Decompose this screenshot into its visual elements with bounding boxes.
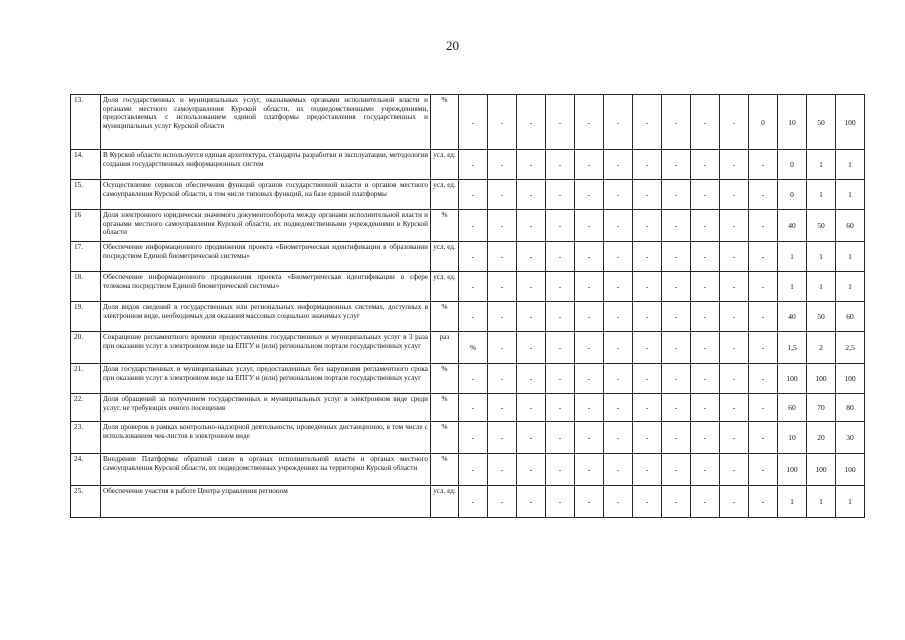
indicator-description-cell: Доля государственных и муниципальных услуг, оказываемых органами исполнительной власти и органами местного самоуправления Курской области, их подведомственными учреждениями, предоставляемых с использованием единой платформы предоставления государственных и муниципальных услуг Курской области bbox=[101, 95, 431, 150]
value-cell: - bbox=[488, 486, 517, 518]
value-cell: 1 bbox=[778, 242, 807, 272]
value-cell: - bbox=[546, 210, 575, 242]
value-cell: - bbox=[575, 150, 604, 180]
value-cell: - bbox=[662, 394, 691, 422]
value-cell: - bbox=[749, 180, 778, 210]
table-row bbox=[71, 150, 865, 180]
value-cell: - bbox=[546, 180, 575, 210]
value-cell: 100 bbox=[807, 454, 836, 486]
row-number-cell: 14. bbox=[71, 150, 101, 180]
value-cell: - bbox=[546, 302, 575, 332]
value-cell: - bbox=[604, 332, 633, 364]
value-cell: - bbox=[546, 95, 575, 150]
value-cell: - bbox=[604, 180, 633, 210]
value-cell: - bbox=[459, 422, 488, 454]
value-cell: 40 bbox=[778, 302, 807, 332]
value-cell: - bbox=[749, 486, 778, 518]
value-cell: - bbox=[691, 332, 720, 364]
value-cell: - bbox=[720, 454, 749, 486]
value-cell: - bbox=[604, 272, 633, 302]
value-cell: - bbox=[691, 364, 720, 394]
value-cell: - bbox=[488, 210, 517, 242]
value-cell: 60 bbox=[778, 394, 807, 422]
value-cell: - bbox=[459, 150, 488, 180]
value-cell: - bbox=[575, 210, 604, 242]
table-row bbox=[71, 454, 865, 486]
value-cell: 0 bbox=[778, 150, 807, 180]
value-cell: 60 bbox=[836, 302, 865, 332]
value-cell: - bbox=[633, 150, 662, 180]
value-cell: - bbox=[691, 454, 720, 486]
value-cell: 100 bbox=[778, 364, 807, 394]
value-cell: - bbox=[546, 242, 575, 272]
indicator-description-cell: Доля электронного юридически значимого документооборота между органами исполнительной власти и органами местного самоуправления Курской области, их подведомственными учреждениями в Курской области bbox=[101, 210, 431, 242]
table-row bbox=[71, 180, 865, 210]
value-cell: - bbox=[459, 486, 488, 518]
unit-cell: усл. ед. bbox=[431, 272, 459, 302]
value-cell: 60 bbox=[836, 210, 865, 242]
value-cell: - bbox=[662, 302, 691, 332]
value-cell: - bbox=[488, 242, 517, 272]
value-cell: - bbox=[575, 180, 604, 210]
table-row bbox=[71, 272, 865, 302]
value-cell: 1 bbox=[807, 486, 836, 518]
value-cell: - bbox=[459, 272, 488, 302]
unit-cell: усл. ед. bbox=[431, 242, 459, 272]
row-number-cell: 13. bbox=[71, 95, 101, 150]
value-cell: 50 bbox=[807, 95, 836, 150]
row-number-cell: 22. bbox=[71, 394, 101, 422]
value-cell: - bbox=[720, 394, 749, 422]
value-cell: - bbox=[662, 332, 691, 364]
value-cell: - bbox=[691, 210, 720, 242]
value-cell: - bbox=[749, 272, 778, 302]
value-cell: - bbox=[749, 150, 778, 180]
value-cell: - bbox=[459, 242, 488, 272]
value-cell: - bbox=[662, 95, 691, 150]
value-cell: - bbox=[720, 95, 749, 150]
value-cell: 0 bbox=[778, 180, 807, 210]
value-cell: 50 bbox=[807, 210, 836, 242]
value-cell: - bbox=[488, 180, 517, 210]
value-cell: - bbox=[749, 364, 778, 394]
value-cell: - bbox=[488, 150, 517, 180]
value-cell: - bbox=[488, 394, 517, 422]
value-cell: 70 bbox=[807, 394, 836, 422]
value-cell: - bbox=[633, 454, 662, 486]
value-cell: 100 bbox=[778, 454, 807, 486]
value-cell: - bbox=[488, 332, 517, 364]
value-cell: - bbox=[546, 150, 575, 180]
value-cell: - bbox=[749, 302, 778, 332]
value-cell: - bbox=[575, 95, 604, 150]
table-row bbox=[71, 394, 865, 422]
value-cell: - bbox=[546, 486, 575, 518]
value-cell: - bbox=[749, 242, 778, 272]
row-number-cell: 24. bbox=[71, 454, 101, 486]
value-cell: 1 bbox=[778, 486, 807, 518]
value-cell: 10 bbox=[778, 95, 807, 150]
value-cell: - bbox=[604, 454, 633, 486]
value-cell: - bbox=[517, 150, 546, 180]
indicator-description-cell: Доля обращений за получением государственных и муниципальных услуг в электронном виде среди услуг, не требующих очного посещения bbox=[101, 394, 431, 422]
value-cell: 1 bbox=[807, 150, 836, 180]
unit-cell: усл. ед. bbox=[431, 150, 459, 180]
value-cell: - bbox=[459, 364, 488, 394]
value-cell: - bbox=[575, 272, 604, 302]
value-cell: 50 bbox=[807, 302, 836, 332]
value-cell: - bbox=[604, 242, 633, 272]
value-cell: - bbox=[720, 486, 749, 518]
value-cell: - bbox=[691, 486, 720, 518]
value-cell: 1 bbox=[807, 180, 836, 210]
value-cell: - bbox=[575, 364, 604, 394]
value-cell: - bbox=[691, 242, 720, 272]
value-cell: 0 bbox=[749, 95, 778, 150]
value-cell: 80 bbox=[836, 394, 865, 422]
indicator-description-cell: Сокращение регламентного времени предоставления государственных и муниципальных услуг в 3 раза при оказании услуг в электронном виде на ЕПГУ и (или) региональном портале государственных услуг bbox=[101, 332, 431, 364]
unit-cell: % bbox=[431, 95, 459, 150]
value-cell: - bbox=[720, 242, 749, 272]
table-body bbox=[71, 95, 865, 518]
value-cell: 40 bbox=[778, 210, 807, 242]
value-cell: - bbox=[575, 302, 604, 332]
value-cell: 2 bbox=[807, 332, 836, 364]
value-cell: - bbox=[604, 486, 633, 518]
value-cell: - bbox=[720, 332, 749, 364]
table-row bbox=[71, 364, 865, 394]
value-cell: 1 bbox=[836, 242, 865, 272]
value-cell: - bbox=[517, 364, 546, 394]
indicator-description-cell: Осуществление сервисов обеспечения функций органов государственной власти и органов местного самоуправления Курской области, в том числе типовых функций, на базе единой платформы bbox=[101, 180, 431, 210]
value-cell: - bbox=[459, 180, 488, 210]
table-row bbox=[71, 422, 865, 454]
value-cell: - bbox=[575, 332, 604, 364]
row-number-cell: 18. bbox=[71, 272, 101, 302]
unit-cell: раз bbox=[431, 332, 459, 364]
value-cell: - bbox=[633, 302, 662, 332]
value-cell: - bbox=[575, 394, 604, 422]
value-cell: - bbox=[720, 422, 749, 454]
value-cell: - bbox=[517, 332, 546, 364]
value-cell: - bbox=[575, 242, 604, 272]
unit-cell: % bbox=[431, 422, 459, 454]
value-cell: - bbox=[662, 422, 691, 454]
indicator-description-cell: Доля государственных и муниципальных услуг, предоставленных без нарушения регламентного срока при оказании услуг в электронном виде на ЕПГУ и (или) региональном портале государственных услуг bbox=[101, 364, 431, 394]
value-cell: - bbox=[691, 180, 720, 210]
indicator-description-cell: Внедрение Платформы обратной связи в органах исполнительной власти и органах местного самоуправления Курской области, их подведомственных учреждениях на территории Курской области bbox=[101, 454, 431, 486]
value-cell: - bbox=[517, 210, 546, 242]
row-number-cell: 21. bbox=[71, 364, 101, 394]
value-cell: - bbox=[604, 210, 633, 242]
value-cell: - bbox=[604, 95, 633, 150]
value-cell: 1 bbox=[836, 486, 865, 518]
value-cell: - bbox=[459, 95, 488, 150]
table-row bbox=[71, 95, 865, 150]
indicator-description-cell: В Курской области используется единая архитектура, стандарты разработки и эксплуатации, методология создания государственных информационных систем bbox=[101, 150, 431, 180]
value-cell: - bbox=[749, 454, 778, 486]
value-cell: 1 bbox=[836, 150, 865, 180]
table-row bbox=[71, 302, 865, 332]
value-cell: - bbox=[488, 95, 517, 150]
value-cell: - bbox=[749, 422, 778, 454]
unit-cell: % bbox=[431, 364, 459, 394]
value-cell: - bbox=[488, 272, 517, 302]
value-cell: - bbox=[633, 422, 662, 454]
value-cell: - bbox=[662, 454, 691, 486]
table-row bbox=[71, 486, 865, 518]
value-cell: - bbox=[517, 242, 546, 272]
value-cell: 20 bbox=[807, 422, 836, 454]
value-cell: - bbox=[546, 272, 575, 302]
value-cell: - bbox=[691, 150, 720, 180]
value-cell: - bbox=[691, 95, 720, 150]
value-cell: - bbox=[720, 150, 749, 180]
value-cell: - bbox=[662, 272, 691, 302]
value-cell: - bbox=[720, 210, 749, 242]
value-cell: - bbox=[633, 210, 662, 242]
value-cell: - bbox=[633, 364, 662, 394]
value-cell: - bbox=[662, 364, 691, 394]
value-cell: 10 bbox=[778, 422, 807, 454]
row-number-cell: 16 bbox=[71, 210, 101, 242]
value-cell: 100 bbox=[836, 95, 865, 150]
value-cell: - bbox=[459, 302, 488, 332]
value-cell: 1 bbox=[836, 272, 865, 302]
unit-cell: % bbox=[431, 454, 459, 486]
value-cell: 100 bbox=[836, 364, 865, 394]
value-cell: % bbox=[459, 332, 488, 364]
value-cell: - bbox=[546, 394, 575, 422]
row-number-cell: 23. bbox=[71, 422, 101, 454]
value-cell: 2,5 bbox=[836, 332, 865, 364]
value-cell: - bbox=[517, 180, 546, 210]
value-cell: - bbox=[459, 454, 488, 486]
value-cell: - bbox=[517, 95, 546, 150]
value-cell: - bbox=[604, 302, 633, 332]
indicator-description-cell: Обеспечение участия в работе Центра управления регионом bbox=[101, 486, 431, 518]
table-row bbox=[71, 242, 865, 272]
table-row bbox=[71, 210, 865, 242]
value-cell: - bbox=[662, 486, 691, 518]
indicators-table bbox=[70, 94, 865, 518]
value-cell: - bbox=[662, 210, 691, 242]
value-cell: - bbox=[749, 332, 778, 364]
value-cell: - bbox=[749, 210, 778, 242]
value-cell: - bbox=[517, 486, 546, 518]
value-cell: - bbox=[459, 210, 488, 242]
value-cell: - bbox=[720, 272, 749, 302]
value-cell: - bbox=[633, 242, 662, 272]
value-cell: 100 bbox=[836, 454, 865, 486]
value-cell: - bbox=[662, 180, 691, 210]
unit-cell: усл. ед. bbox=[431, 180, 459, 210]
value-cell: - bbox=[691, 394, 720, 422]
value-cell: 1 bbox=[836, 180, 865, 210]
value-cell: - bbox=[488, 364, 517, 394]
value-cell: - bbox=[691, 302, 720, 332]
value-cell: 1 bbox=[778, 272, 807, 302]
value-cell: 30 bbox=[836, 422, 865, 454]
row-number-cell: 20. bbox=[71, 332, 101, 364]
value-cell: - bbox=[633, 180, 662, 210]
value-cell: - bbox=[633, 272, 662, 302]
unit-cell: % bbox=[431, 302, 459, 332]
value-cell: 1 bbox=[807, 272, 836, 302]
value-cell: - bbox=[459, 394, 488, 422]
indicator-description-cell: Доля проверок в рамках контрольно-надзорной деятельности, проведенных дистанционно, в том числе с использованием чек-листов в электронном виде bbox=[101, 422, 431, 454]
value-cell: - bbox=[546, 332, 575, 364]
row-number-cell: 15. bbox=[71, 180, 101, 210]
value-cell: - bbox=[604, 150, 633, 180]
value-cell: - bbox=[633, 95, 662, 150]
value-cell: - bbox=[517, 422, 546, 454]
value-cell: - bbox=[691, 272, 720, 302]
value-cell: - bbox=[488, 454, 517, 486]
unit-cell: % bbox=[431, 394, 459, 422]
page-number: 20 bbox=[446, 38, 459, 53]
value-cell: - bbox=[517, 272, 546, 302]
value-cell: - bbox=[488, 302, 517, 332]
value-cell: - bbox=[575, 486, 604, 518]
value-cell: - bbox=[691, 422, 720, 454]
value-cell: - bbox=[662, 242, 691, 272]
value-cell: - bbox=[633, 332, 662, 364]
value-cell: - bbox=[720, 364, 749, 394]
indicator-description-cell: Доля видов сведений в государственных или региональных информационных системах, доступных в электронном виде, необходимых для оказания массовых социально значимых услуг bbox=[101, 302, 431, 332]
value-cell: - bbox=[517, 302, 546, 332]
value-cell: - bbox=[720, 180, 749, 210]
unit-cell: усл. ед. bbox=[431, 486, 459, 518]
value-cell: - bbox=[517, 454, 546, 486]
value-cell: - bbox=[546, 364, 575, 394]
indicator-description-cell: Обеспечение информационного продвижения проекта «Биометрическая идентификации в образовании посредством Единой биометрической системы» bbox=[101, 242, 431, 272]
value-cell: - bbox=[633, 486, 662, 518]
value-cell: - bbox=[749, 394, 778, 422]
value-cell: - bbox=[720, 302, 749, 332]
value-cell: - bbox=[575, 422, 604, 454]
value-cell: - bbox=[575, 454, 604, 486]
row-number-cell: 25. bbox=[71, 486, 101, 518]
value-cell: - bbox=[488, 422, 517, 454]
value-cell: - bbox=[546, 422, 575, 454]
value-cell: 1,5 bbox=[778, 332, 807, 364]
row-number-cell: 19. bbox=[71, 302, 101, 332]
value-cell: - bbox=[604, 364, 633, 394]
value-cell: - bbox=[517, 394, 546, 422]
value-cell: 1 bbox=[807, 242, 836, 272]
row-number-cell: 17. bbox=[71, 242, 101, 272]
value-cell: - bbox=[633, 394, 662, 422]
indicator-description-cell: Обеспечение информационного продвижения проекта «Биометрическая идентификации в сфере телекома посредством Единой биометрической системы» bbox=[101, 272, 431, 302]
value-cell: - bbox=[604, 394, 633, 422]
value-cell: 100 bbox=[807, 364, 836, 394]
value-cell: - bbox=[546, 454, 575, 486]
value-cell: - bbox=[604, 422, 633, 454]
unit-cell: % bbox=[431, 210, 459, 242]
value-cell: - bbox=[662, 150, 691, 180]
table-row bbox=[71, 332, 865, 364]
